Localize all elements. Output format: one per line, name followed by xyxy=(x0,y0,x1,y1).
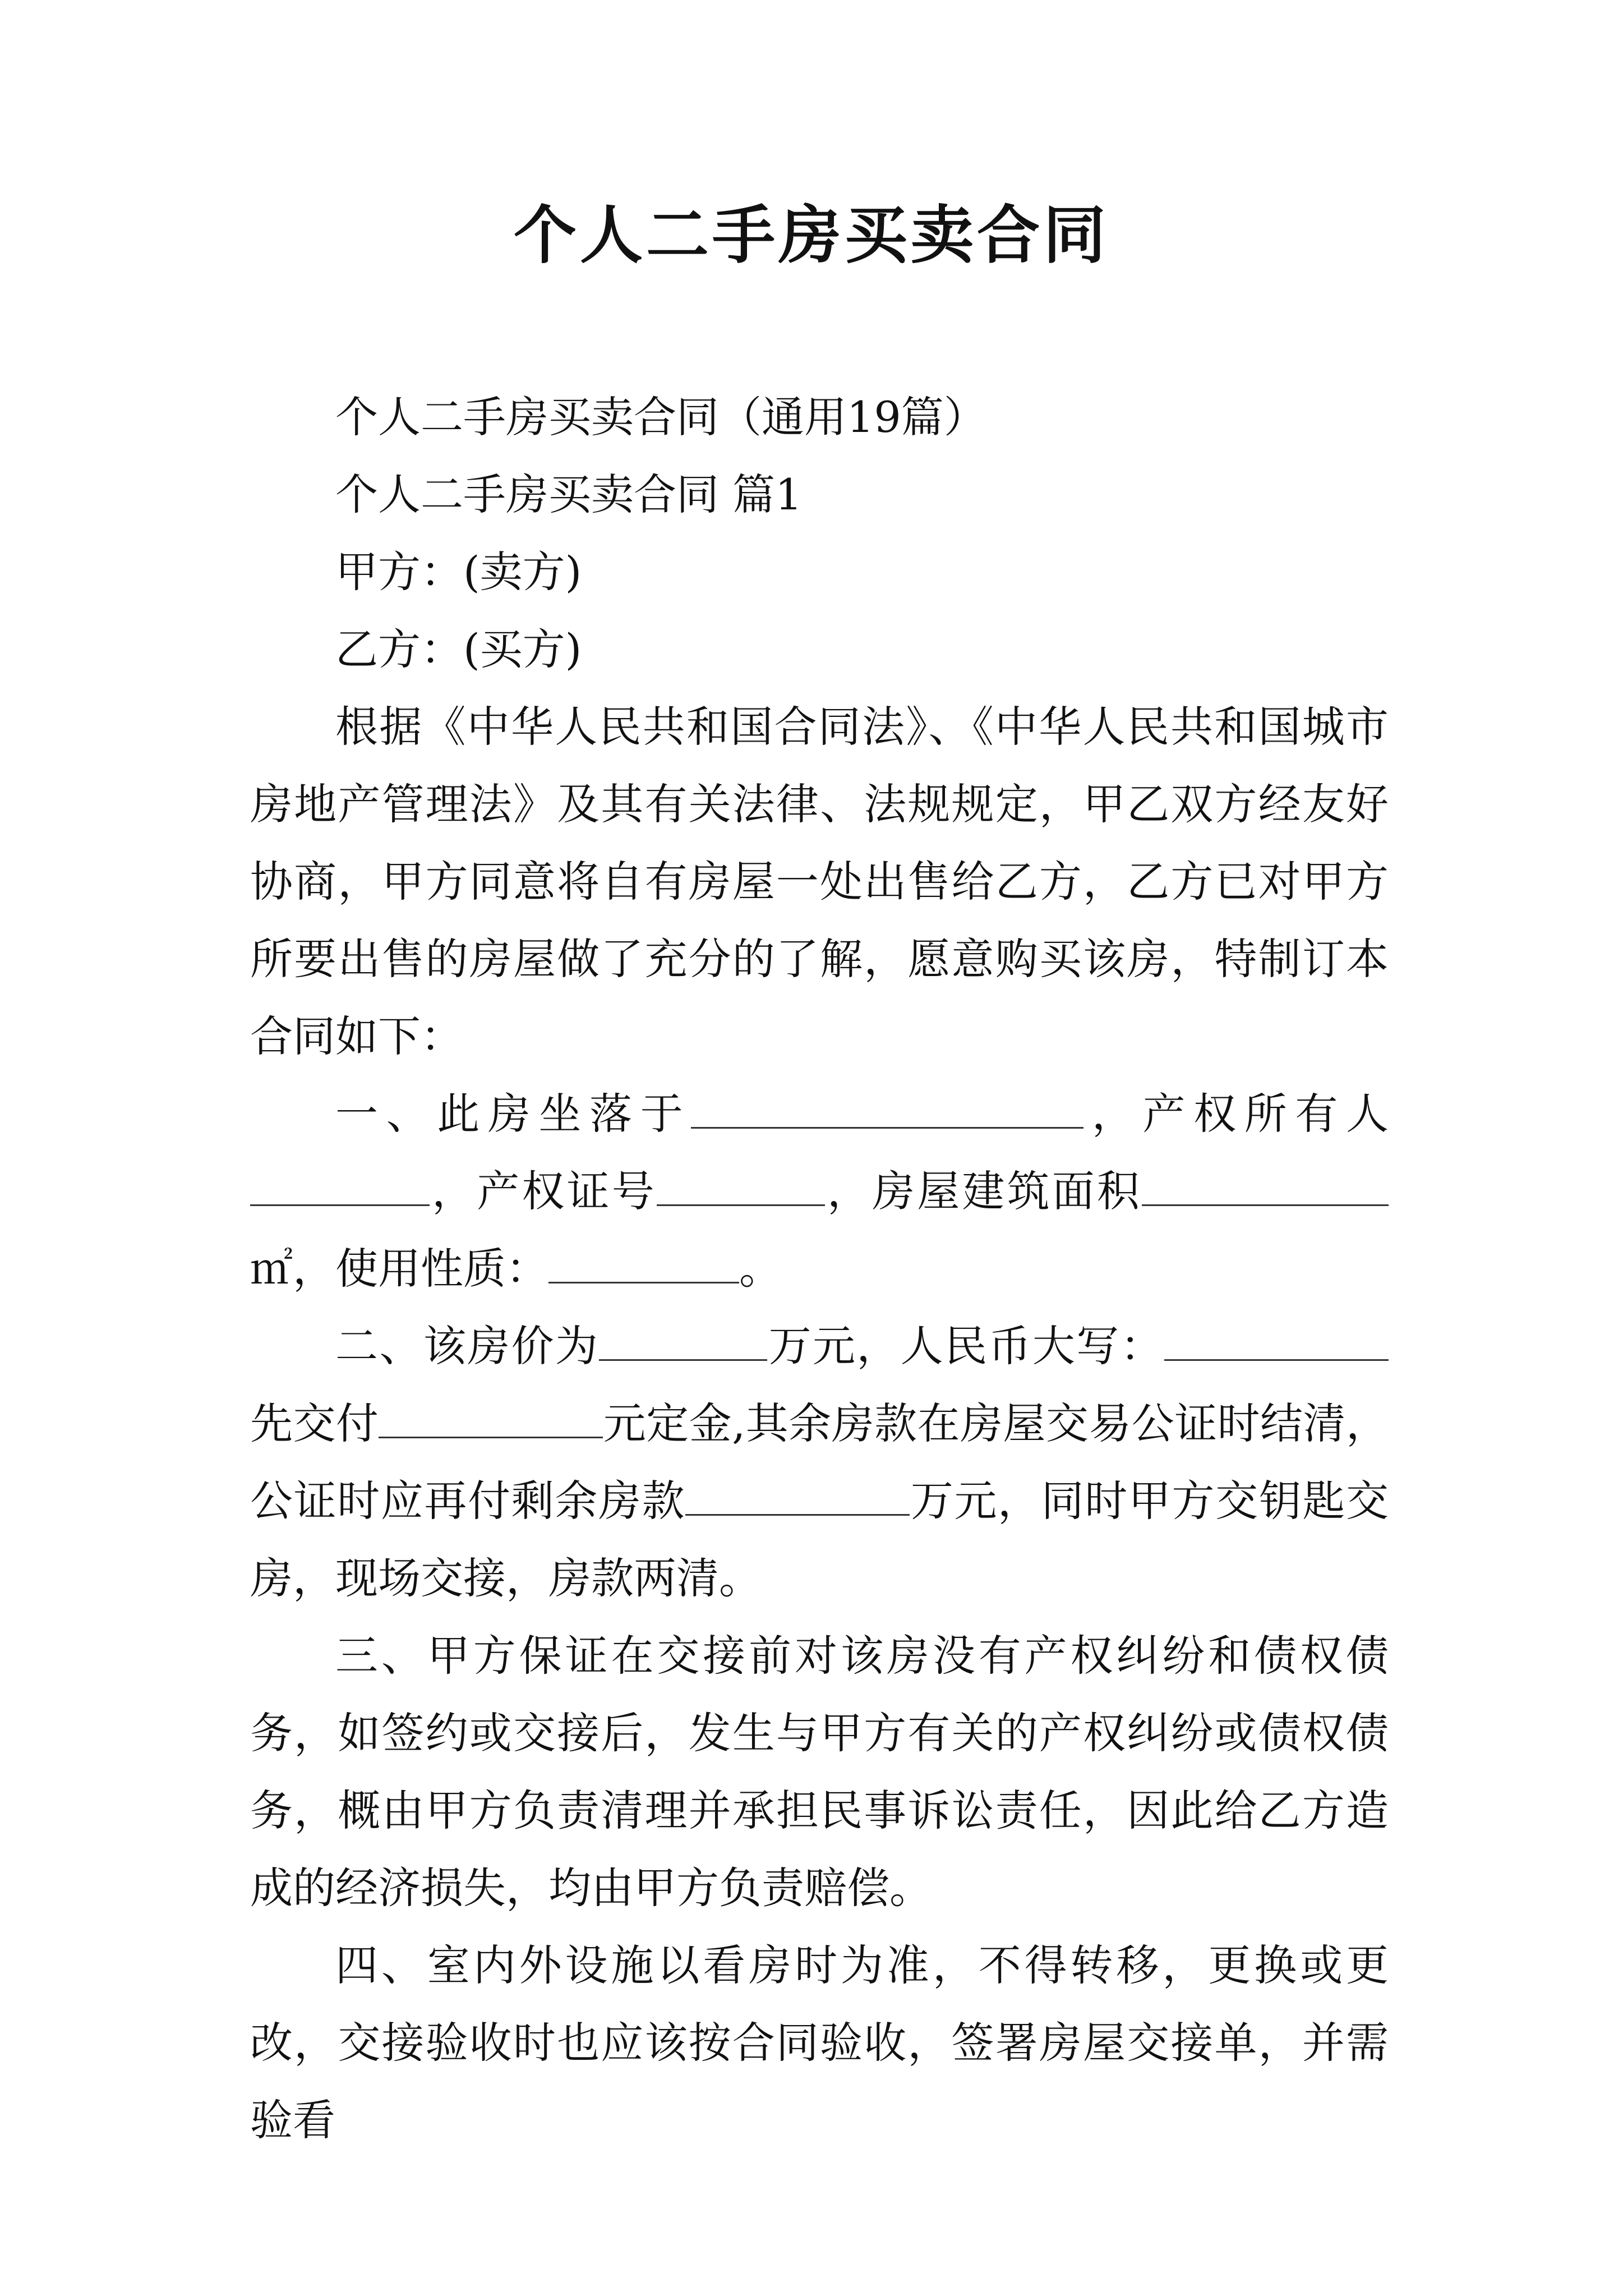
document-title: 个人二手房买卖合同 xyxy=(514,199,1109,272)
clause-3-paragraph: 三、甲方保证在交接前对该房没有产权纠纷和债权债务，如签约或交接后，发生与甲方有关的产权纠纷或债权债务，概由甲方负责清理并承担民事诉讼责任，因此给乙方造成的经济损失，均由甲方负责赔偿。 xyxy=(250,1631,1389,1913)
clause-2-deposit-label: 先交付 xyxy=(250,1398,379,1448)
document-subtitle: 个人二手房买卖合同（通用19篇） xyxy=(335,392,986,442)
location-blank xyxy=(691,1088,1083,1129)
clause-2-capital-label: 万元，人民币大写： xyxy=(767,1321,1164,1371)
floor-area-blank xyxy=(1142,1165,1389,1206)
clause-1-end: 。 xyxy=(739,1244,782,1294)
usage-nature-blank xyxy=(548,1243,739,1283)
clause-1-usage-label: ㎡，使用性质： xyxy=(250,1244,548,1294)
price-capital-blank xyxy=(1164,1320,1389,1361)
clause-1-location-label: 一、此房坐落于 xyxy=(335,1089,691,1139)
party-a-line: 甲方：(卖方) xyxy=(335,547,582,597)
clause-2-price-label: 二、该房价为 xyxy=(335,1321,600,1371)
clause-2-end: 万元，同时甲方交钥匙交房，现场交接，房款两清。 xyxy=(250,1476,1389,1603)
clause-1-owner-label: ，产权所有人 xyxy=(1083,1089,1389,1139)
clause-1-cert-label: ，产权证号 xyxy=(430,1166,657,1216)
clause-1-paragraph xyxy=(250,1075,1389,1308)
price-blank xyxy=(599,1320,767,1361)
section-heading: 个人二手房买卖合同 篇1 xyxy=(335,470,803,519)
certificate-number-blank xyxy=(657,1165,825,1206)
preamble-paragraph: 根据《中华人民共和国合同法》、《中华人民共和国城市房地产管理法》及其有关法律、法规规定，甲乙双方经友好协商，甲方同意将自有房屋一处出售给乙方，乙方已对甲方所要出售的房屋做了充分的了解，愿意购买该房，特制订本合同如下： xyxy=(250,702,1389,1061)
document-body xyxy=(250,379,1389,2159)
owner-blank xyxy=(250,1165,430,1206)
remaining-payment-blank xyxy=(685,1475,910,1516)
clause-2-paragraph xyxy=(250,1308,1389,1617)
clause-1-area-label: ，房屋建筑面积 xyxy=(824,1166,1142,1216)
clause-4-paragraph: 四、室内外设施以看房时为准，不得转移，更换或更改，交接验收时也应该按合同验收，签署房屋交接单，并需验看 xyxy=(250,1940,1389,2145)
deposit-blank xyxy=(379,1397,603,1438)
party-b-line: 乙方：(买方) xyxy=(335,624,582,674)
clause-2-remaining-label: 元定金,其余房款在房屋交易公证时结清，公证时应再付剩余房款 xyxy=(250,1398,1389,1526)
